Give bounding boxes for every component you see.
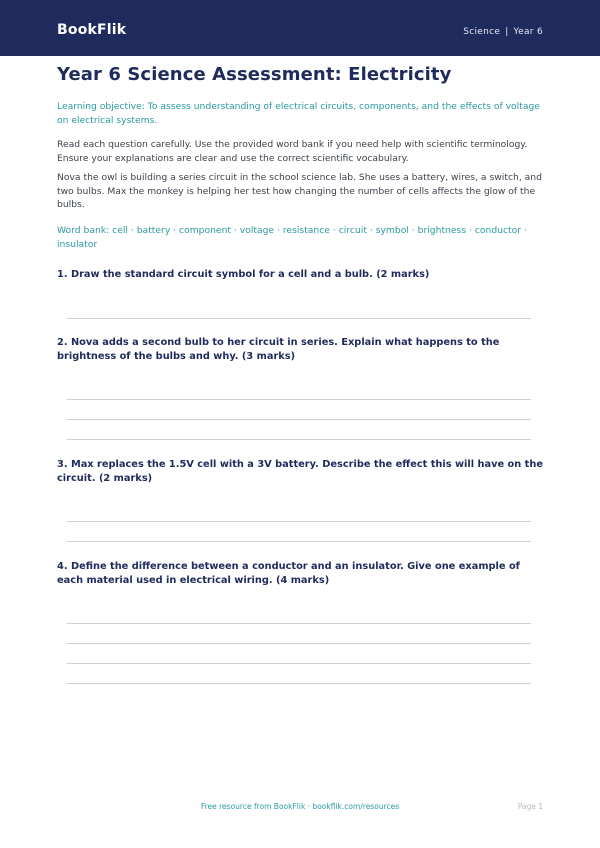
question-1: 1. Draw the standard circuit symbol for a cell and a bulb. (2 marks) <box>57 269 430 280</box>
header-separator: | <box>505 27 509 37</box>
footer-text[interactable]: Free resource from BookFlik · bookflik.com/resources <box>200 802 400 811</box>
question-4: 4. Define the difference between a conductor and an insulator. Give one example of each material used in electrical wiring. (4 marks) <box>57 561 520 586</box>
answer-line[interactable] <box>67 683 531 684</box>
instructions: Read each question carefully. Use the provided word bank if you need help with scientific terminology. Ensure your explanations are clear and use the correct scientific vocabulary. <box>57 139 528 164</box>
header-bar <box>0 0 600 56</box>
answer-line[interactable] <box>67 399 531 400</box>
page-number: Page 1 <box>517 802 543 811</box>
question-2: 2. Nova adds a second bulb to her circuit in series. Explain what happens to the brightness of the bulbs and why. (3 marks) <box>57 337 500 362</box>
scenario-text: Nova the owl is building a series circuit in the school science lab. She uses a battery, wires, a switch, and two bulbs. Max the monkey is helping her test how changing the number of cells affects the glow of the bulbs. <box>57 172 542 210</box>
answer-line[interactable] <box>67 623 531 624</box>
answer-line[interactable] <box>67 419 531 420</box>
answer-line[interactable] <box>67 541 531 542</box>
answer-line[interactable] <box>67 643 531 644</box>
brand-logo-text[interactable]: BookFlik <box>57 22 127 38</box>
answer-line[interactable] <box>67 318 531 319</box>
answer-line[interactable] <box>67 521 531 522</box>
question-3: 3. Max replaces the 1.5V cell with a 3V battery. Describe the effect this will have on the circuit. (2 marks) <box>57 459 543 484</box>
year-label: Year 6 <box>513 27 543 37</box>
page-title: Year 6 Science Assessment: Electricity <box>57 64 452 85</box>
learning-objective: Learning objective: To assess understanding of electrical circuits, components, and the effects of voltage on electrical systems. <box>57 101 540 126</box>
header-meta <box>463 27 543 37</box>
word-bank: Word bank: cell · battery · component · voltage · resistance · circuit · symbol · brightness · conductor · insulator <box>57 225 527 250</box>
subject-label: Science <box>463 27 501 37</box>
answer-line[interactable] <box>67 439 531 440</box>
answer-line[interactable] <box>67 663 531 664</box>
